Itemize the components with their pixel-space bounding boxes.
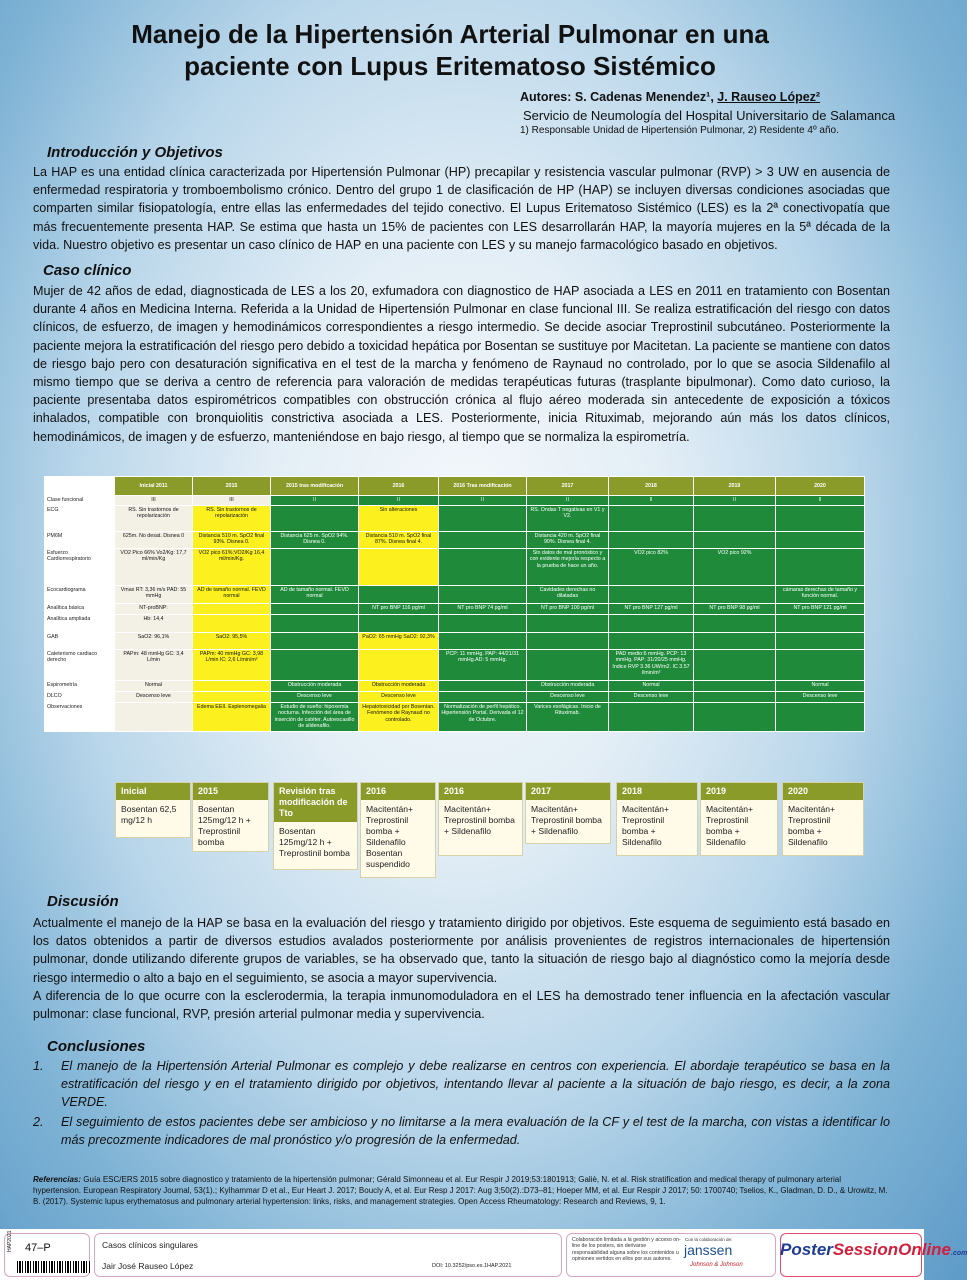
table-cell: Estudio de sueño: hipoxemia nocturna. Infección del área de inserción de catéter. Autoescasillo de sildenafilo. bbox=[271, 702, 359, 731]
poster-code-cell bbox=[4, 1230, 90, 1277]
table-cell bbox=[439, 505, 527, 531]
discussion-p2: A diferencia de lo que ocurre con la esclerodermia, la terapia inmunomoduladora en el LES ha demostrado tener influencia en la afectación vascular pulmonar: clase funcional, RVP, presión arterial pulmonar media y supervivencia. bbox=[33, 989, 890, 1022]
table-cell bbox=[694, 531, 776, 548]
table-cell bbox=[193, 603, 271, 614]
case-text: Mujer de 42 años de edad, diagnosticada de LES a los 20, exfumadora con diagnostico de HAP asociada a LES en 2011 en tratamiento con Bosentan durante 4 años en Medicina Interna. Referida a la Unidad de Hipertensión Pulmonar en clase funcional III. Se realiza estratificación del riesgo con datos clínicos, de esfuerzo, de imagen y hemodinámicos correspondientes a riesgo intermedio. Se decide asociar Treprostinil subcutáneo. Posteriormente la paciente mejora la estratificación del riesgo pero debido a toxicidad hepática por Bosentan se sustituye por Macitetan. La paciente se mantiene con datos de riesgo bajo pero con desaturación significativa en el test de la marcha y fenómeno de Raynaud no controlado, por lo que se asocia Sildenafilo al mismo tiempo que se deriva a centro de referencia para valoración de medidas terapéuticas futuras (trasplante bipulmonar). Como dato curioso, la paciente presentaba datos espirométricos compatibles con obstrucción crónica al flujo aéreo moderada sin antecedente de exposición a tóxicos inhalados, compatible con bronquiolitis constrictiva asociada a LES. Posteriormente, inicia Rituximab, mejorando aún más los datos clínicos, hemodinámicos, de imagen y de esfuerzo, manteniéndose en bajo riesgo, al tiempo que se normaliza la espirometría. bbox=[33, 284, 890, 444]
table-cell bbox=[359, 548, 439, 585]
table-cell: Normal bbox=[609, 680, 694, 691]
authors-second: J. Rauseo López² bbox=[717, 90, 821, 104]
poster-category: Casos clínicos singulares bbox=[102, 1240, 198, 1250]
table-row bbox=[45, 603, 865, 614]
treatment-box-body: Macitentán+ Treprostinil bomba + Sildenafilo bbox=[444, 804, 515, 836]
table-cell: Obstrucción moderada bbox=[271, 680, 359, 691]
sponsor-logo: janssen bbox=[684, 1242, 733, 1258]
references-label: Referencias: bbox=[33, 1175, 82, 1184]
treatment-box bbox=[360, 782, 436, 878]
table-cell: Descenso leve bbox=[609, 691, 694, 702]
brand-suffix: .com bbox=[951, 1250, 967, 1257]
service: Servicio de Neumología del Hospital Universitario de Salamanca bbox=[523, 108, 896, 123]
sponsor-cell bbox=[566, 1233, 776, 1277]
table-cell bbox=[694, 680, 776, 691]
table-row-label: Espirometría bbox=[45, 680, 115, 691]
table-row bbox=[45, 585, 865, 603]
references bbox=[33, 1174, 890, 1207]
treatment-box-body: Bosentan 125mg/12 h + Treprostinil bomba bbox=[279, 826, 350, 858]
conclusion-number: 2. bbox=[33, 1115, 44, 1129]
treatment-box-header: 2017 bbox=[526, 783, 610, 800]
treatment-box-header: Revisión tras modificación de Tto bbox=[274, 783, 357, 822]
table-cell bbox=[609, 614, 694, 632]
table-cell: Distancia 510 m. SpO2 final 87%. Disnea final 4. bbox=[359, 531, 439, 548]
table-row bbox=[45, 632, 865, 649]
table-cell: Distancia 625 m. SpO2 94%. Disnea 0. bbox=[271, 531, 359, 548]
table-cell bbox=[776, 632, 865, 649]
table-header-cell: Inicial 2011 bbox=[115, 477, 193, 496]
table-row-label: GAB bbox=[45, 632, 115, 649]
table-header-cell: 2020 bbox=[776, 477, 865, 496]
table-cell: AD de tamaño normal. FEVD normal bbox=[193, 585, 271, 603]
table-cell: II bbox=[439, 496, 527, 506]
table-cell bbox=[527, 614, 609, 632]
conclusion-text: El seguimiento de estos pacientes debe ser ambicioso y no limitarse a la mera evaluación de la CF y el test de la marcha, con vistas a identificar lo más precozmente indicadores de mal pronóstico y/o progresión de la enfermedad. bbox=[61, 1115, 890, 1148]
table-cell bbox=[609, 585, 694, 603]
disclaimer: Colaboración limitada a la gestión y acceso on-line de los posters, sin derivarse responsabilidad alguna sobre los contenidos u opiniones vertidos en ellos por sus autores. bbox=[572, 1237, 681, 1263]
treatment-box-header: 2016 bbox=[361, 783, 435, 800]
table-row bbox=[45, 691, 865, 702]
treatment-box-header: 2016 bbox=[439, 783, 522, 800]
table-cell: Hb: 14,4 bbox=[115, 614, 193, 632]
table-cell: NT-proBNP: bbox=[115, 603, 193, 614]
table-cell: PCP: 11 mmHg. PAP: 44/21/31 mmHg.AD: 5 mmHg. bbox=[439, 649, 527, 680]
intro-text: La HAP es una entidad clínica caracterizada por Hipertensión Pulmonar (HP) precapilar y resistencia vascular pulmonar (RVP) > 3 UW en ausencia de enfermedad respiratoria y tromboembolismo crónico. Dentro del grupo 1 de clasificación de HP (HAP) se incluyen diversas condiciones asociadas que comparten similar fisiopatología, entre ellas las enfermedades del tejido conectivo. El Lupus Eritematoso Sistémico (LES) es la 2ª conectivopatía que más frecuentemente presenta HAP. Se estima que hasta un 15% de pacientes con LES desarrollarán HAP, la mayoría mujeres en la 5ª década de la vida. Nuestro objetivo es presentar un caso clínico de HAP en una paciente con LES y su manejo farmacológico basado en objetivos. bbox=[33, 165, 890, 252]
table-cell bbox=[193, 691, 271, 702]
table-cell: cámaras derechas de tamaño y función normal. bbox=[776, 585, 865, 603]
table-cell bbox=[359, 649, 439, 680]
table-cell bbox=[271, 614, 359, 632]
table-cell: VO2 pico 61%;VO2/Kg 16,4 ml/min/Kg. bbox=[193, 548, 271, 585]
table-cell bbox=[694, 614, 776, 632]
table-cell: RS. Sin trastornos de repolarización bbox=[193, 505, 271, 531]
table-row bbox=[45, 649, 865, 680]
poster-title bbox=[110, 18, 790, 82]
table-cell bbox=[439, 585, 527, 603]
table-row-label: Esfuerzo Cardiorrespiratorio bbox=[45, 548, 115, 585]
table-cell: PaO2: 65 mmHg SaO2: 92,3% bbox=[359, 632, 439, 649]
table-cell: II bbox=[776, 496, 865, 506]
table-row-label: PM6M bbox=[45, 531, 115, 548]
table-cell bbox=[439, 548, 527, 585]
table-cell: Descenso leve bbox=[359, 691, 439, 702]
table-cell bbox=[694, 702, 776, 731]
table-cell bbox=[193, 614, 271, 632]
table-cell bbox=[527, 632, 609, 649]
title-line-1: Manejo de la Hipertensión Arterial Pulmonar en una bbox=[131, 19, 769, 49]
table-cell: II bbox=[359, 496, 439, 506]
table-cell bbox=[776, 649, 865, 680]
table-header-cell: 2015 tras modificación bbox=[271, 477, 359, 496]
treatment-box-header: 2015 bbox=[193, 783, 268, 800]
table-cell bbox=[694, 632, 776, 649]
table-row-label: Analítica básica bbox=[45, 603, 115, 614]
treatment-box bbox=[782, 782, 864, 856]
table-cell bbox=[609, 531, 694, 548]
brand-part-a: Poster bbox=[780, 1240, 833, 1259]
table-cell: Distancia 420 m. SpO2 final 90%. Disnea final 4. bbox=[527, 531, 609, 548]
table-cell: SaO2: 96,1% bbox=[115, 632, 193, 649]
sponsor-sub: Johnson & Johnson bbox=[690, 1262, 743, 1268]
treatment-box bbox=[616, 782, 698, 856]
table-cell: Distancia 510 m. SpO2 final 93%. Disnea 0. bbox=[193, 531, 271, 548]
table-cell bbox=[439, 531, 527, 548]
treatment-box bbox=[273, 782, 358, 870]
table-cell: Normal bbox=[115, 680, 193, 691]
table-header-cell: 2016 Tras modificación bbox=[439, 477, 527, 496]
barcode-icon bbox=[17, 1261, 91, 1273]
table-cell bbox=[609, 632, 694, 649]
table-header-cell: 2019 bbox=[694, 477, 776, 496]
poster-info-cell bbox=[94, 1233, 562, 1277]
table-row bbox=[45, 702, 865, 731]
table-cell: NT pro BNP 100 pg/ml bbox=[527, 603, 609, 614]
treatment-box-header: Inicial bbox=[116, 783, 190, 800]
treatment-box bbox=[115, 782, 191, 838]
table-cell: SaO2: 95,5% bbox=[193, 632, 271, 649]
table-cell: RS. Sin trastornos de repolarización bbox=[115, 505, 193, 531]
treatment-box-body: Macitentán+ Treprostinil bomba + Sildenafilo bbox=[788, 804, 836, 847]
table-cell bbox=[439, 691, 527, 702]
poster-author: Jair José Rauseo López bbox=[102, 1261, 194, 1271]
table-row-label: DLCO bbox=[45, 691, 115, 702]
table-cell bbox=[694, 649, 776, 680]
discussion-heading: Discusión bbox=[47, 893, 119, 910]
treatment-box-body: Bosentan 62,5 mg/12 h bbox=[121, 804, 177, 825]
intro-heading: Introducción y Objetivos bbox=[47, 144, 223, 161]
table-cell: II bbox=[271, 496, 359, 506]
treatment-box bbox=[438, 782, 523, 856]
table-cell: NT pro BNP 121 pg/ml bbox=[776, 603, 865, 614]
table-cell: III bbox=[115, 496, 193, 506]
table-header-cell bbox=[45, 477, 115, 496]
treatment-box bbox=[700, 782, 778, 856]
table-cell bbox=[439, 680, 527, 691]
table-header-cell: 2018 bbox=[609, 477, 694, 496]
poster-doi: DOI: 10.3252/pso.es.1HAP.2021 bbox=[432, 1263, 512, 1269]
conclusion-item bbox=[33, 1113, 890, 1149]
table-cell: PAD medio:6 mmHg. PCP: 13 mmHg. PAP: 31/20/25 mmHg. Indice RVP 3.36 UW/m2. IC 3.57 l/min/m² bbox=[609, 649, 694, 680]
poster-code: 47–P bbox=[25, 1242, 51, 1254]
table-row-label: Cateterismo cardiaco derecho bbox=[45, 649, 115, 680]
affiliations: 1) Responsable Unidad de Hipertensión Pulmonar, 2) Residente 4º año. bbox=[520, 125, 839, 136]
table-cell: Normalización de perfil hepático. Hipertensión Portal. Derivada el 12 de Octubre. bbox=[439, 702, 527, 731]
table-header-cell: 2016 bbox=[359, 477, 439, 496]
table-cell bbox=[271, 632, 359, 649]
table-cell: Normal bbox=[776, 680, 865, 691]
conclusion-number: 1. bbox=[33, 1059, 44, 1073]
table-cell: Edema EEII. Esplenomegalia bbox=[193, 702, 271, 731]
table-cell bbox=[271, 548, 359, 585]
treatment-box-header: 2020 bbox=[783, 783, 863, 800]
table-cell: Sin alteraciones bbox=[359, 505, 439, 531]
table-cell bbox=[609, 702, 694, 731]
sponsor-label: Con la colaboración de: bbox=[685, 1237, 733, 1242]
table-row-label: Clase funcional bbox=[45, 496, 115, 506]
treatment-box-header: 2018 bbox=[617, 783, 697, 800]
treatment-box-body: Macitentán+ Treprostinil bomba + Sildenafilo bbox=[622, 804, 670, 847]
treatment-box-body: Bosentan 125mg/12 h + Treprostinil bomba bbox=[198, 804, 251, 847]
conclusion-text: El manejo de la Hipertensión Arterial Pulmonar es complejo y debe realizarse en centros con experiencia. El abordaje terapéutico se basa en la estratificación del riesgo y en el tratamiento dirigido por objetivos, intentando llevar al paciente a la situación de bajo riesgo, es decir, a la zona VERDE. bbox=[61, 1059, 890, 1110]
table-cell bbox=[694, 585, 776, 603]
table-row bbox=[45, 505, 865, 531]
table-cell: II bbox=[527, 496, 609, 506]
table-row bbox=[45, 680, 865, 691]
treatment-box-body: Macitentán+ Treprostinil bomba + Sildenafilo bbox=[531, 804, 602, 836]
table-cell: III bbox=[193, 496, 271, 506]
conclusion-item bbox=[33, 1057, 890, 1112]
table-cell: NT pro BNP 74 pg/ml bbox=[439, 603, 527, 614]
table-cell: Obstrucción moderada bbox=[527, 680, 609, 691]
table-cell bbox=[776, 702, 865, 731]
table-row-label: ECG bbox=[45, 505, 115, 531]
treatment-box-body: Macitentán+ Treprostinil bomba + Sildenafilo bbox=[706, 804, 754, 847]
table-cell bbox=[271, 649, 359, 680]
table-cell: PAPm: 40 mmHg GC: 3,98 L/min IC: 2,6 L/min/m² bbox=[193, 649, 271, 680]
table-cell bbox=[776, 548, 865, 585]
table-cell: Vmax RT: 3,36 m/s PAD: 55 mmHg bbox=[115, 585, 193, 603]
table-cell: VO2 pico 92% bbox=[694, 548, 776, 585]
table-cell bbox=[115, 702, 193, 731]
table-cell: Descenso leve bbox=[271, 691, 359, 702]
table-row bbox=[45, 614, 865, 632]
table-cell bbox=[193, 680, 271, 691]
vertical-code: HAP2021 bbox=[7, 1230, 13, 1252]
table-cell: NT pro BNP 98 pg/ml bbox=[694, 603, 776, 614]
table-header-cell: 2015 bbox=[193, 477, 271, 496]
title-line-2: paciente con Lupus Eritematoso Sistémico bbox=[184, 51, 716, 81]
table-row bbox=[45, 531, 865, 548]
clinical-data-table bbox=[44, 476, 865, 732]
table-cell bbox=[271, 505, 359, 531]
table-row-label: Ecocardiograma bbox=[45, 585, 115, 603]
table-cell: VO2 pico 82% bbox=[609, 548, 694, 585]
table-cell: 625m. No desat. Disnea 0 bbox=[115, 531, 193, 548]
table-cell: Varices esofágicas. Inicio de Rituximab. bbox=[527, 702, 609, 731]
conclusions-heading: Conclusiones bbox=[47, 1038, 146, 1055]
table-row-label: Observaciones bbox=[45, 702, 115, 731]
table-cell bbox=[694, 691, 776, 702]
table-cell bbox=[439, 632, 527, 649]
treatment-box-header: 2019 bbox=[701, 783, 777, 800]
table-cell bbox=[271, 603, 359, 614]
treatment-box bbox=[192, 782, 269, 852]
authors bbox=[520, 90, 820, 104]
table-row bbox=[45, 548, 865, 585]
table-cell: PAPm: 48 mmHg GC: 3,4 L/min bbox=[115, 649, 193, 680]
table-cell bbox=[609, 505, 694, 531]
table-cell: RS. Ondas T negativas en V1 y V2. bbox=[527, 505, 609, 531]
table-row bbox=[45, 496, 865, 506]
table-cell: Obstrucción moderada bbox=[359, 680, 439, 691]
table-cell bbox=[776, 505, 865, 531]
table-cell bbox=[776, 531, 865, 548]
table-cell: II bbox=[609, 496, 694, 506]
table-header-cell: 2017 bbox=[527, 477, 609, 496]
table-cell: Descenso leve bbox=[776, 691, 865, 702]
case-heading: Caso clínico bbox=[43, 262, 132, 279]
brand-logo bbox=[780, 1240, 967, 1260]
treatment-box-body: Macitentán+ Treprostinil bomba + Sildenafilo Bosentan suspendido bbox=[366, 804, 414, 869]
table-cell: Hepatotoxicidad por Bosentan. Fenómeno de Raynaud no controlado. bbox=[359, 702, 439, 731]
table-cell bbox=[359, 614, 439, 632]
table-cell: AD de tamaño normal. FEVD normal bbox=[271, 585, 359, 603]
table-cell: Descenso leve bbox=[527, 691, 609, 702]
authors-label: Autores: S. Cadenas Menendez¹, bbox=[520, 90, 714, 104]
table-row-label: Analítica ampliada bbox=[45, 614, 115, 632]
table-cell bbox=[694, 505, 776, 531]
table-cell: NT pro BNP 116 pg/ml bbox=[359, 603, 439, 614]
table-cell: VO2 Pico 66% Vo2/Kg: 17,7 ml/min/Kg bbox=[115, 548, 193, 585]
brand-part-b: SessionOnline bbox=[832, 1240, 952, 1259]
table-cell: Sin datos de mal pronóstico y con evidente mejoría respecto a la prueba de hace un año. bbox=[527, 548, 609, 585]
table-cell bbox=[776, 614, 865, 632]
table-cell: Descenso leve bbox=[115, 691, 193, 702]
discussion-p1: Actualmente el manejo de la HAP se basa en la evaluación del riesgo y tratamiento dirigido por objetivos. Este esquema de seguimiento está basado en los datos obtenidos a partir de diversos estudios avalados posteriormente por análisis provenientes de registros internacionales de hipertensión pulmonar, donde utilizando diferente grupos de variables, se ha observado que, tanto la situación de riesgo bajo al diagnóstico como la mejoría desde riesgo intermedio o alto a bajo en el seguimiento, se asocia a mayor supervivencia. bbox=[33, 916, 890, 985]
table-cell bbox=[527, 649, 609, 680]
table-cell bbox=[439, 614, 527, 632]
references-text: Guía ESC/ERS 2015 sobre diagnostico y tratamiento de la hipertensión pulmonar; Gérald Simonneau et al. Eur Respir J 2019;53:1801913; Galiè, N. et al. Risk stratification and medical therapy of pulmonary arterial hypertension. European Respiratory Journal, 53(1).; Kylhammar D et al., Eur Heart J. 2017; Boucly A, et al. Eur Resp J 2017: Aug 3;50(2).:D73–81; Hoeper MM, et al. Eur Respir J 2017; 50: 1700740; Tselios, K., Gladman, D. D., & Urowitz, M. B. (2017). Systemic lupus erythematosus and pulmonary arterial hypertension: links, risks, and management strategies. Open Access Rheumatology: Research and Reviews, 9, 1. bbox=[33, 1175, 888, 1206]
table-cell: NT pro BNP 127 pg/ml bbox=[609, 603, 694, 614]
table-cell: Cavidades derechas no dilatadas bbox=[527, 585, 609, 603]
table-cell bbox=[359, 585, 439, 603]
table-cell: II bbox=[694, 496, 776, 506]
treatment-box bbox=[525, 782, 611, 844]
